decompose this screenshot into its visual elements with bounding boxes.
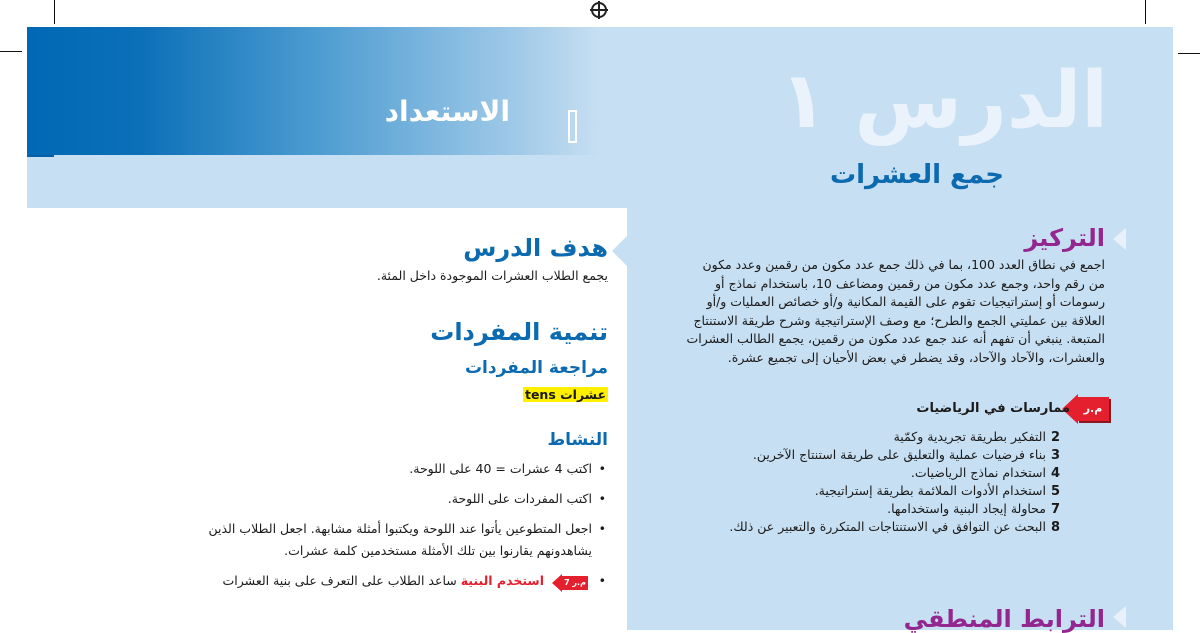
crop-mark-left <box>0 51 22 52</box>
structure-keyword: استخدم البنية <box>460 573 545 588</box>
vocabulary-word-highlight: عشرات tens <box>524 387 606 402</box>
practice-item: 8البحث عن التوافق في الاستنتاجات المتكررة والتعبير عن ذلك. <box>729 519 1060 535</box>
activity-item-structure <box>168 570 608 592</box>
practice-item: 4استخدام نماذج الرياضيات. <box>910 465 1060 481</box>
vocabulary-subheading: مراجعة المفردات <box>464 358 608 378</box>
practices-heading: ممارسات في الرياضيات <box>916 401 1070 416</box>
activity-item: • اكتب 4 عشرات = 40 على اللوحة. <box>168 458 608 480</box>
practices-list <box>729 428 1060 536</box>
focus-heading: التركيز <box>1024 224 1105 252</box>
goal-text: يجمع الطلاب العشرات الموجودة داخل المئة. <box>376 268 608 283</box>
vocabulary-heading: تنمية المفردات <box>430 318 608 346</box>
crop-mark-right <box>1178 53 1200 54</box>
activity-item: • اكتب المفردات على اللوحة. <box>168 488 608 510</box>
activity-item: • اجعل المتطوعين يأتوا عند اللوحة ويكتبوا أمثلة مشابهة. اجعل الطلاب الذين يشاهدونهم يقارنوا بين تلك الأمثلة مستخدمين كلمة عشرات. <box>168 518 608 562</box>
left-header-strip <box>54 155 627 210</box>
focus-text: اجمع في نطاق العدد 100، بما في ذلك جمع عدد مكون من رقمين وعدد مكون من رقم واحد، وجمع عدد مكون من رقمين ومضاعف 10، باستخدام نماذج أو رسومات أو إستراتيجيات تقوم على القيمة المكانية و/أو خصائص العمليات و/أو العلاقة بين عمليتي الجمع والطرح؛ مع وصف الإستراتيجية وشرح طريقة الاستنتاج المتبعة. ينبغي أن تفهم أنه عند جمع عدد مكون من رقمين، يجمع الطالب العشرات والعشرات، والآحاد والآحاد، وقد يضطر في بعض الأحيان إلى تجميع عشرة. <box>686 257 1105 365</box>
math-practice-badge-icon: م.ر <box>1062 394 1112 424</box>
activity-list <box>168 458 608 600</box>
goal-heading: هدف الدرس <box>463 234 608 262</box>
registration-mark-icon <box>591 2 607 18</box>
logic-heading: الترابط المنطقي <box>903 605 1105 633</box>
lesson-number-label: الدرس ١ <box>779 56 1108 146</box>
practice-item: 5استخدام الأدوات الملائمة بطريقة إستراتيجية. <box>814 483 1060 499</box>
crop-mark-top-right <box>1145 0 1146 24</box>
section-label: الاستعداد <box>384 95 510 128</box>
crop-mark-top-left <box>54 0 55 24</box>
focus-pointer-icon <box>1113 228 1126 250</box>
header-banner <box>27 27 600 157</box>
practice-item: 2التفكير بطريقة تجريدية وكمّية <box>893 429 1060 445</box>
practice-item: 3بناء فرضيات عملية والتعليق على طريقة استنتاج الآخرين. <box>752 447 1060 463</box>
math-practice-badge-icon: • م.ر 7 <box>552 574 592 590</box>
structure-text: ساعد الطلاب على التعرف على بنية العشرات <box>222 573 457 588</box>
lesson-title: جمع العشرات <box>829 160 1004 190</box>
practice-item: 7محاولة إيجاد البنية واستخدامها. <box>887 501 1060 517</box>
placeholder-glyph-icon <box>568 110 577 143</box>
panel-notch-icon <box>612 235 628 267</box>
activity-heading: النشاط <box>547 430 608 450</box>
logic-pointer-icon <box>1113 606 1126 628</box>
